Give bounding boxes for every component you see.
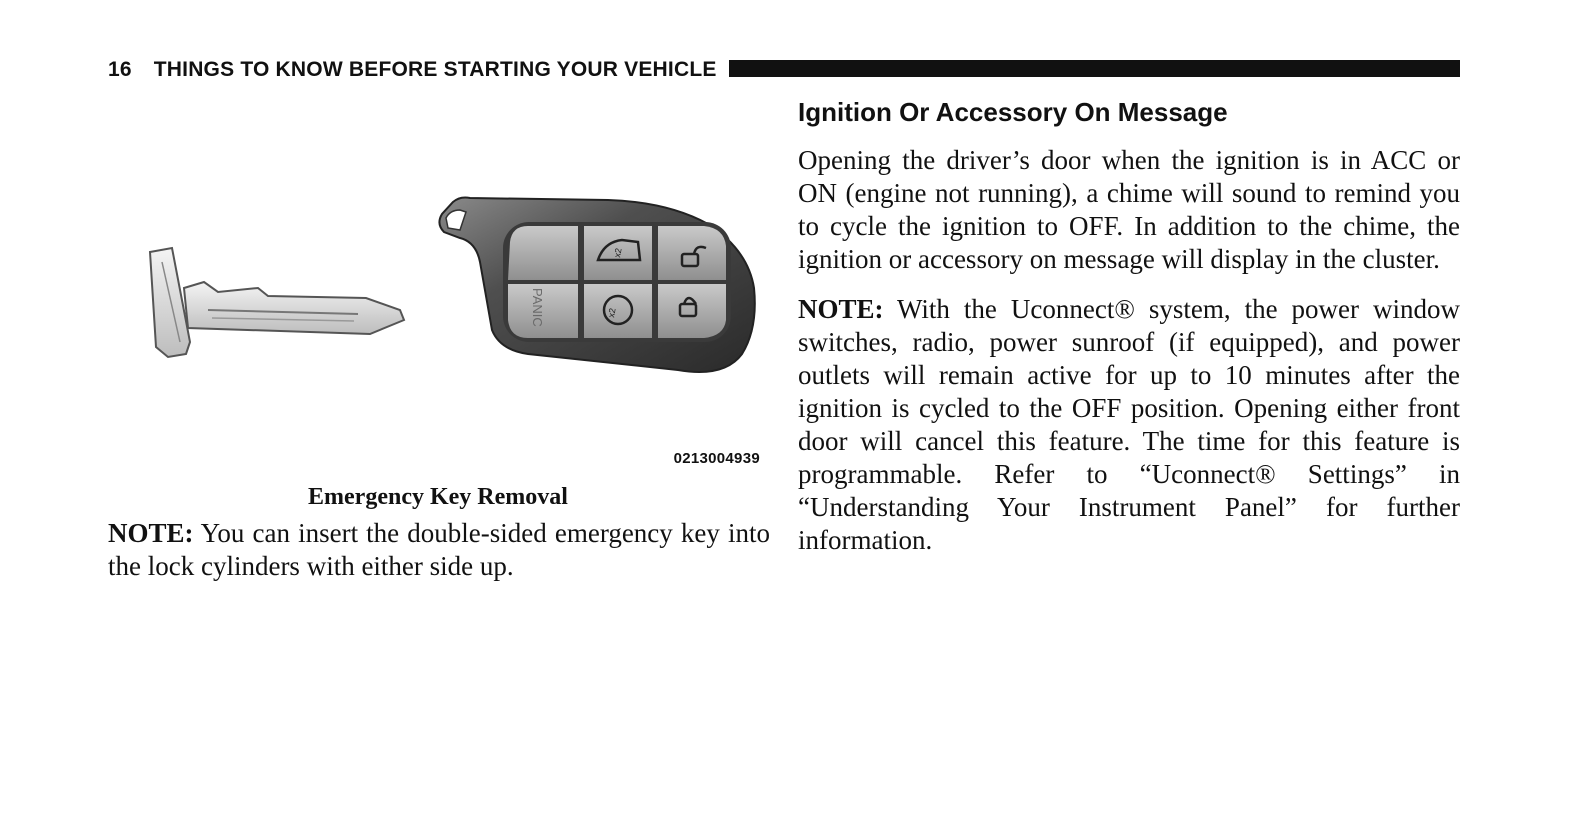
right-column [798,92,1460,557]
header-rule [729,60,1460,77]
note-label: NOTE: [108,518,194,548]
right-note [798,293,1460,557]
left-column [108,92,770,583]
left-note [108,517,770,583]
key-fob-illustration [108,92,770,482]
section-heading: Ignition Or Accessory On Message [798,97,1228,127]
section-title: THINGS TO KNOW BEFORE STARTING YOUR VEHICLE [153,58,717,81]
note-label: NOTE: [798,294,884,324]
paragraph-ignition: Opening the driver’s door when the ignition is in ACC or ON (engine not running), a chime will sound to remind you to cycle the ignition to OFF. In addition to the chime, the ignition or accessory on message will display in the cluster. [798,145,1460,274]
svg-text:x2: x2 [606,307,618,319]
svg-text:x2: x2 [612,247,624,259]
note-text: With the Uconnect® system, the power window switches, radio, power sunroof (if equipped), and power outlets will remain active for up to 10 minutes after the ignition is cycled to the OFF position. Opening either front door will cancel this feature. The time for this feature is programmable. Refer to “Uconnect® Settings” in “Understanding Your Instrument Panel” for further information. [798,294,1460,555]
panic-label: PANIC [530,288,545,327]
page-header [108,58,1460,82]
key-fob-icon [439,198,754,373]
emergency-key-icon [150,248,404,357]
figure-id: 0213004939 [673,450,760,467]
page-number: 16 [108,58,132,81]
key-fob-figure [108,92,770,482]
note-text: You can insert the double-sided emergency key into the lock cylinders with either side up. [108,518,770,581]
figure-caption: Emergency Key Removal [308,484,568,510]
